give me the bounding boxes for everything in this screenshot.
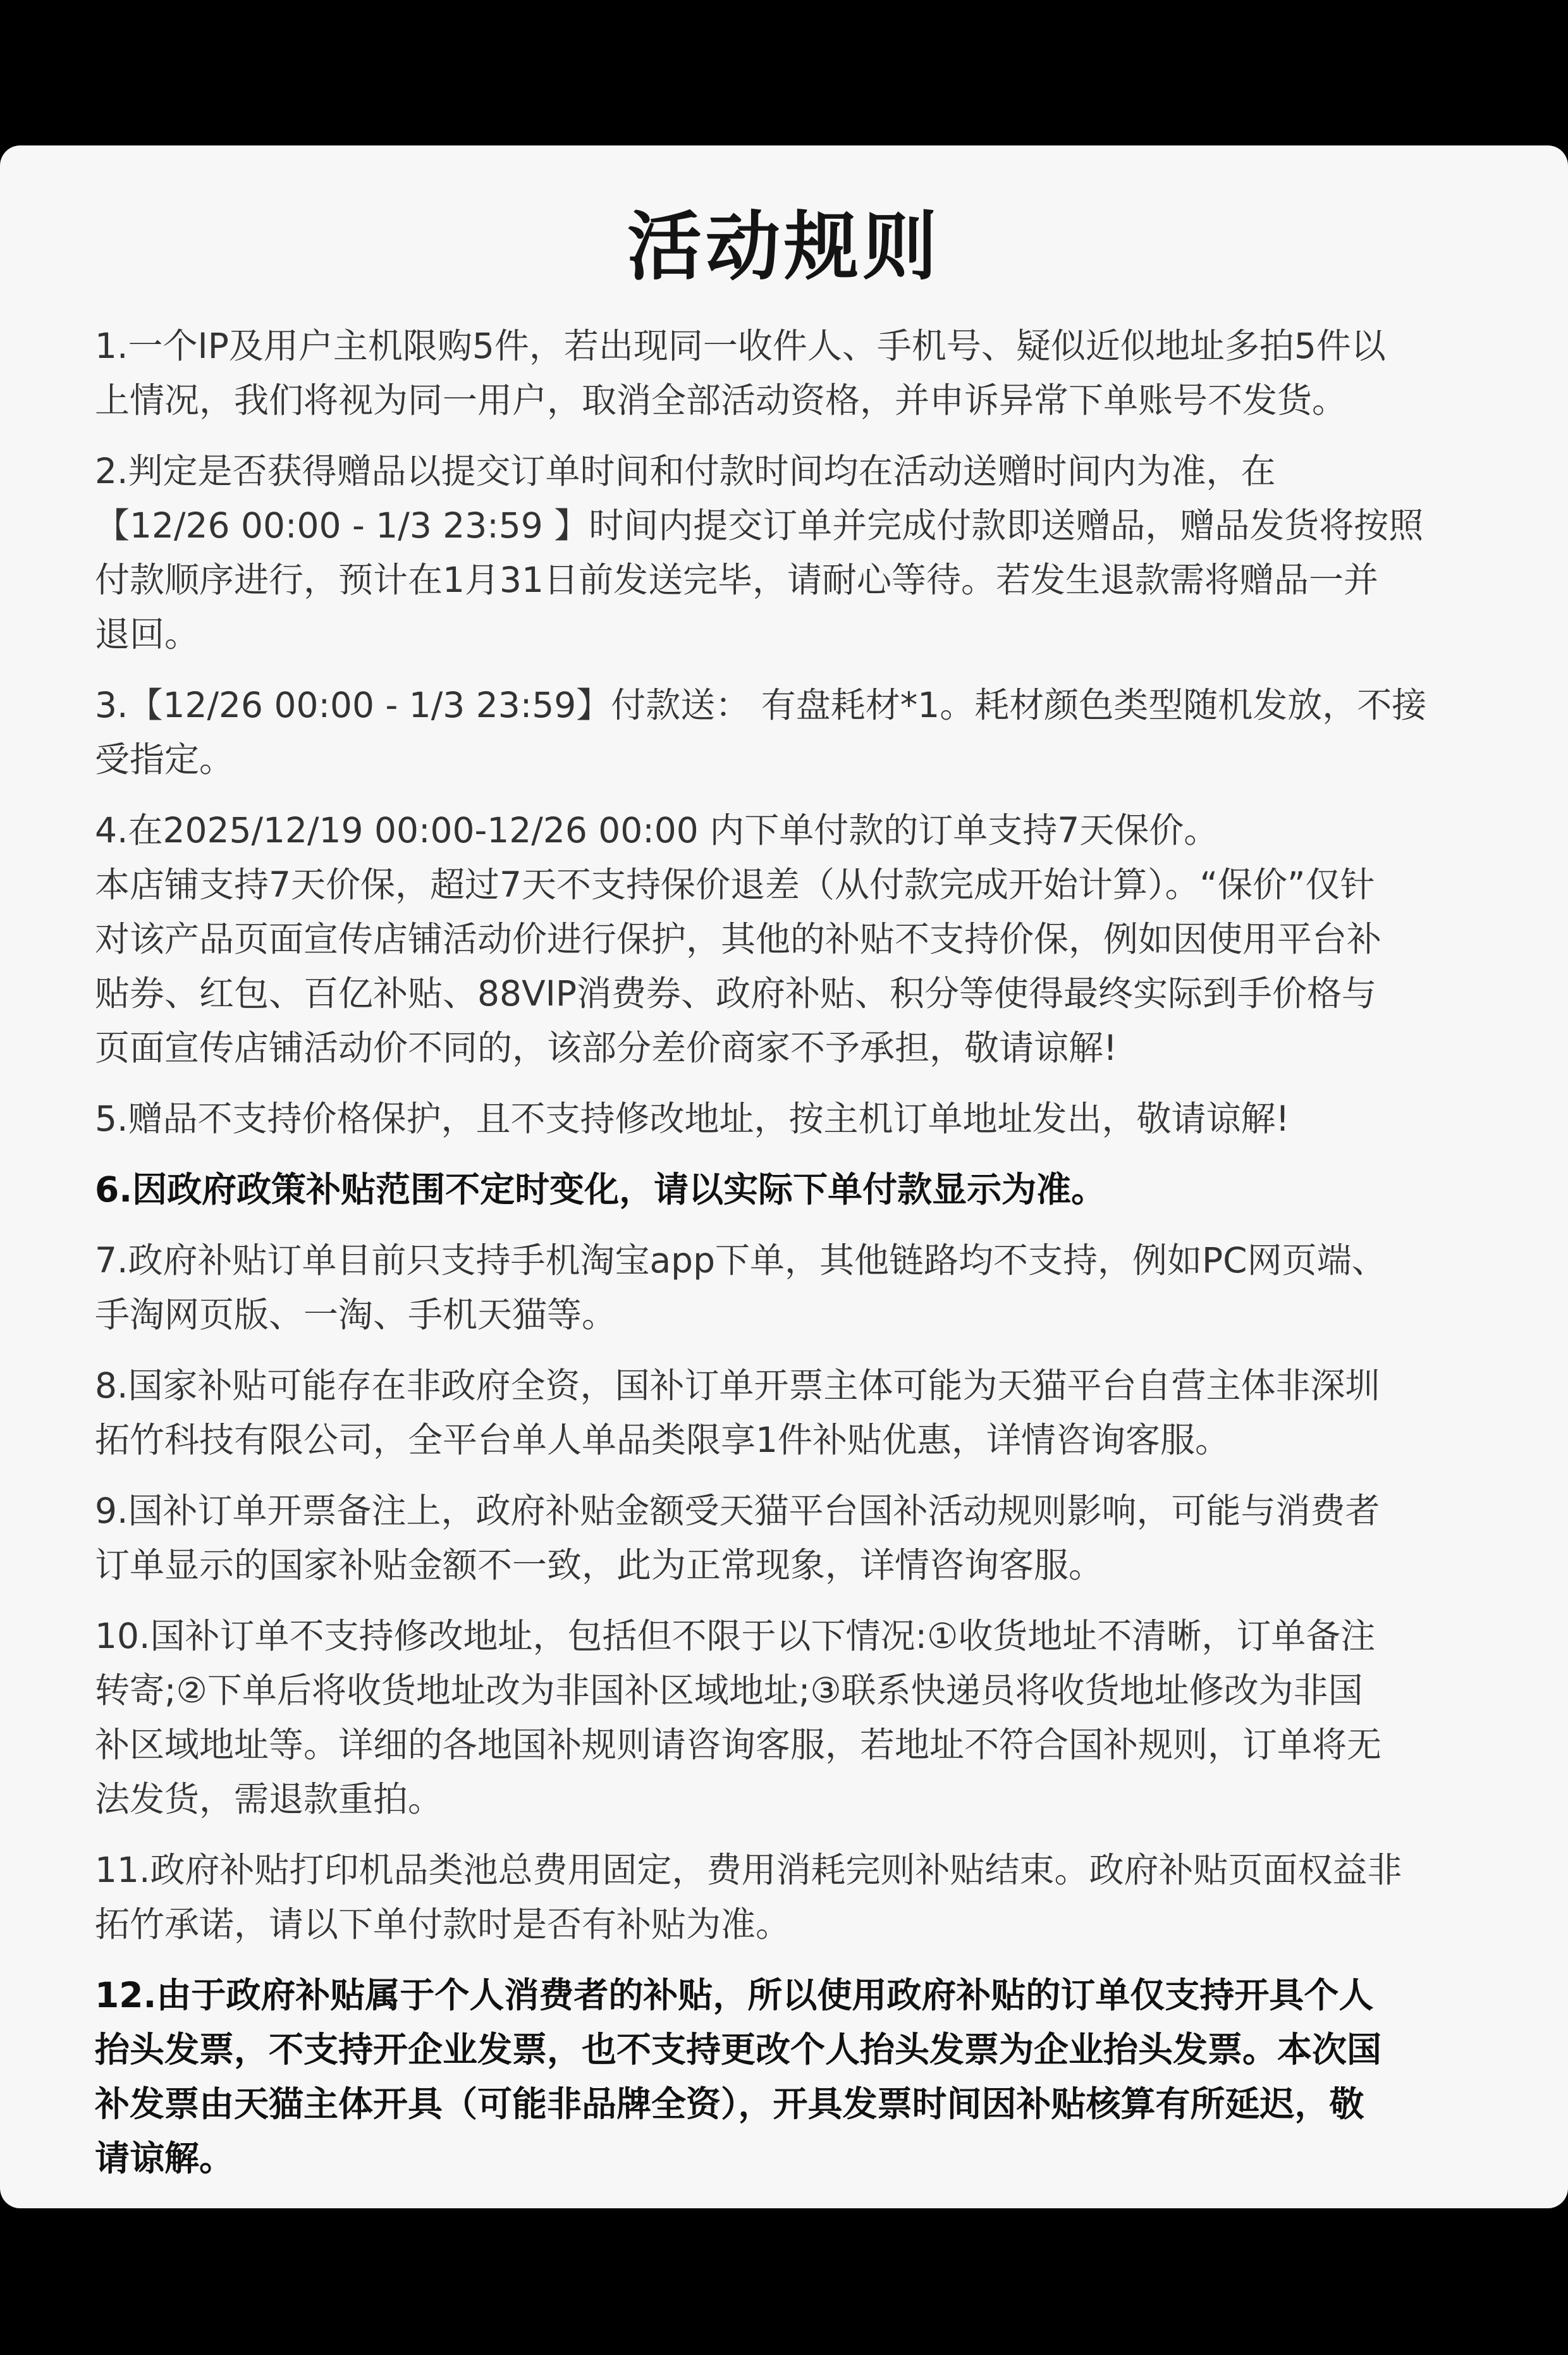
rule-line: 5.赠品不支持价格保护，且不支持修改地址，按主机订单地址发出，敬请谅解! — [95, 1098, 1290, 1139]
rule-9 — [95, 1484, 1473, 1592]
rule-line: 7.政府补贴订单目前只支持手机淘宝app下单，其他链路均不支持，例如PC网页端、 — [95, 1240, 1387, 1281]
rule-line: 受指定。 — [95, 739, 235, 780]
rule-5 — [95, 1091, 1473, 1146]
rule-line: 拓竹承诺，请以下单付款时是否有补贴为准。 — [95, 1904, 791, 1945]
rule-line: 6.因政府政策补贴范围不定时变化，请以实际下单付款显示为准。 — [95, 1169, 1106, 1210]
rule-line: 拓竹科技有限公司，全平台单人单品类限享1件补贴优惠，详情咨询客服。 — [95, 1420, 1230, 1460]
rule-line: 页面宣传店铺活动价不同的，该部分差价商家不予承担，敬请谅解! — [95, 1028, 1118, 1068]
rule-line: 9.国补订单开票备注上，政府补贴金额受天猫平台国补活动规则影响，可能与消费者 — [95, 1491, 1380, 1531]
rule-line: 付款顺序进行，预计在1月31日前发送完毕，请耐心等待。若发生退款需将赠品一并 — [95, 560, 1378, 600]
rule-line: 贴券、红包、百亿补贴、88VIP消费券、政府补贴、积分等使得最终实际到手价格与 — [95, 973, 1376, 1014]
rule-line: 2.判定是否获得赠品以提交订单时间和付款时间均在活动送赠时间内为准，在 — [95, 451, 1276, 491]
rule-line: 上情况，我们将视为同一用户，取消全部活动资格，并申诉异常下单账号不发货。 — [95, 380, 1347, 421]
rule-6 — [95, 1162, 1473, 1217]
rule-line: 请谅解。 — [95, 2138, 235, 2179]
page-title: 活动规则 — [627, 203, 941, 290]
rule-4 — [95, 803, 1473, 1075]
rule-line: 11.政府补贴打印机品类池总费用固定，费用消耗完则补贴结束。政府补贴页面权益非 — [95, 1850, 1402, 1890]
rule-line: 4.在2025/12/19 00:00-12/26 00:00 内下单付款的订单支持7天保价。 — [95, 810, 1219, 851]
rule-10 — [95, 1609, 1473, 1826]
rule-line: 抬头发票，不支持开企业发票，也不支持更改个人抬头发票为企业抬头发票。本次国 — [95, 2029, 1382, 2070]
rule-line: 10.国补订单不支持修改地址，包括但不限于以下情况:①收货地址不清晰，订单备注 — [95, 1616, 1376, 1656]
rule-line: 订单显示的国家补贴金额不一致，此为正常现象，详情咨询客服。 — [95, 1545, 1104, 1585]
rule-3 — [95, 678, 1473, 787]
rule-line: 法发货，需退款重拍。 — [95, 1779, 443, 1819]
rule-line: 转寄;②下单后将收货地址改为非国补区域地址;③联系快递员将收货地址修改为非国 — [95, 1670, 1363, 1711]
rule-8 — [95, 1358, 1473, 1467]
rule-line: 3.【12/26 00:00 - 1/3 23:59】付款送： 有盘耗材*1。耗材颜色类型随机发放，不接 — [95, 685, 1427, 725]
rule-line: 1.一个IP及用户主机限购5件，若出现同一收件人、手机号、疑似近似地址多拍5件以 — [95, 326, 1386, 366]
rule-11 — [95, 1843, 1473, 1952]
rule-line: 对该产品页面宣传店铺活动价进行保护，其他的补贴不支持价保，例如因使用平台补 — [95, 919, 1382, 959]
rule-7 — [95, 1233, 1473, 1342]
rule-line: 12.由于政府补贴属于个人消费者的补贴，所以使用政府补贴的订单仅支持开具个人 — [95, 1975, 1374, 2015]
rule-line: 补发票由天猫主体开具（可能非品牌全资），开具发票时间因补贴核算有所延迟，敬 — [95, 2084, 1364, 2124]
rules-card — [0, 145, 1568, 2208]
rule-12 — [95, 1968, 1473, 2186]
rule-line: 【12/26 00:00 - 1/3 23:59 】时间内提交订单并完成付款即送赠品，赠品发货将按照 — [95, 505, 1424, 546]
rule-line: 本店铺支持7天价保，超过7天不支持保价退差（从付款完成开始计算）。“保价”仅针 — [95, 864, 1375, 905]
rule-line: 手淘网页版、一淘、手机天猫等。 — [95, 1294, 617, 1335]
rule-line: 8.国家补贴可能存在非政府全资，国补订单开票主体可能为天猫平台自营主体非深圳 — [95, 1365, 1380, 1406]
rule-line: 补区域地址等。详细的各地国补规则请咨询客服，若地址不符合国补规则，订单将无 — [95, 1725, 1382, 1765]
rule-line: 退回。 — [95, 614, 200, 655]
rule-1 — [95, 319, 1473, 427]
rule-2 — [95, 444, 1473, 661]
